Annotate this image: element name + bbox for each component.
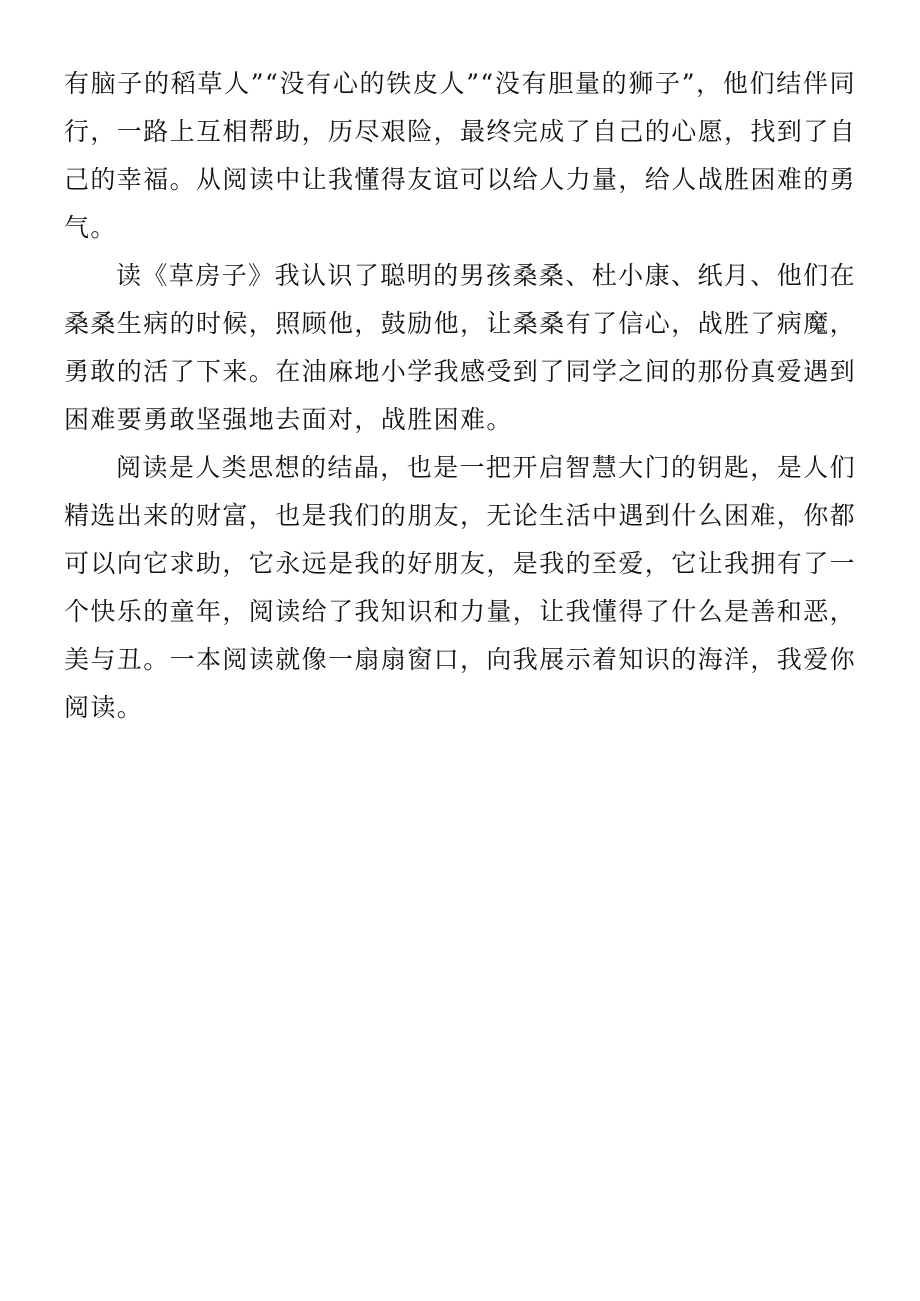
paragraph-1: 有脑子的稻草人”“没有心的铁皮人”“没有胆量的狮子”，他们结伴同行，一路上互相帮助，历尽艰险，最终完成了自己的心愿，找到了自己的幸福。从阅读中让我懂得友谊可以给人力量，给人战胜困难的勇气。 [64,69,857,242]
paragraph-2: 读《草房子》我认识了聪明的男孩桑桑、杜小康、纸月、他们在桑桑生病的时候，照顾他，鼓励他，让桑桑有了信心，战胜了病魔，勇敢的活了下来。在油麻地小学我感受到了同学之间的那份真爱遇到困难要勇敢坚强地去面对，战胜困难。 [64,261,857,434]
paragraph-3: 阅读是人类思想的结晶，也是一把开启智慧大门的钥匙，是人们精选出来的财富，也是我们的朋友，无论生活中遇到什么困难，你都可以向它求助，它永远是我的好朋友，是我的至爱，它让我拥有了一个快乐的童年，阅读给了我知识和力量，让我懂得了什么是善和恶，美与丑。一本阅读就像一扇扇窗口，向我展示着知识的海洋，我爱你阅读。 [64,453,857,722]
document-body [64,60,856,732]
